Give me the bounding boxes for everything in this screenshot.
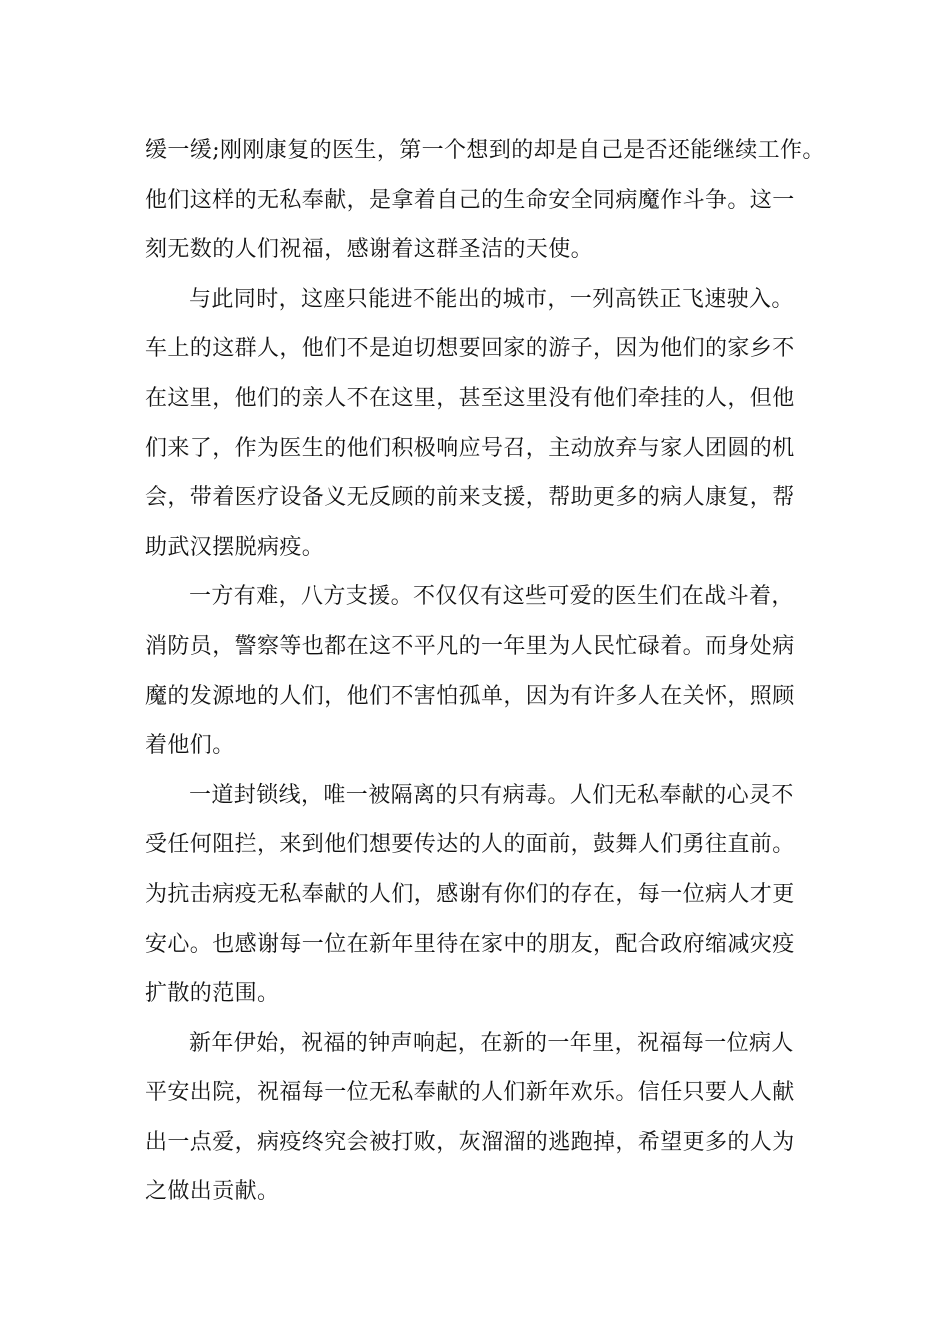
text-line: 着他们。	[145, 733, 235, 759]
text-line: 一方有难，八方支援。不仅仅有这些可爱的医生们在战斗着，	[189, 584, 794, 610]
text-line: 消防员，警察等也都在这不平凡的一年里为人民忙碌着。而身处病	[145, 633, 795, 659]
text-line: 受任何阻拦，来到他们想要传达的人的面前，鼓舞人们勇往直前。	[145, 832, 795, 858]
document-body	[145, 126, 825, 1217]
text-line: 在这里，他们的亲人不在这里，甚至这里没有他们牵挂的人，但他	[145, 385, 795, 411]
text-line: 魔的发源地的人们，他们不害怕孤单，因为有许多人在关怀，照顾	[145, 683, 795, 709]
text-line: 与此同时，这座只能进不能出的城市，一列高铁正飞速驶入。	[189, 286, 794, 312]
text-line: 安心。也感谢每一位在新年里待在家中的朋友，配合政府缩减灾疫	[145, 931, 795, 957]
paragraph-2	[145, 275, 815, 573]
text-line: 们来了，作为医生的他们积极响应号召，主动放弃与家人团圆的机	[145, 435, 795, 461]
text-line: 平安出院，祝福每一位无私奉献的人们新年欢乐。信任只要人人献	[145, 1080, 795, 1106]
text-line: 新年伊始，祝福的钟声响起，在新的一年里，祝福每一位病人	[189, 1030, 794, 1056]
paragraph-3	[145, 572, 815, 770]
text-line: 刻无数的人们祝福，感谢着这群圣洁的天使。	[145, 237, 594, 263]
text-line: 一道封锁线，唯一被隔离的只有病毒。人们无私奉献的心灵不	[189, 782, 794, 808]
text-line: 出一点爱，病疫终究会被打败，灰溜溜的逃跑掉，希望更多的人为	[145, 1129, 795, 1155]
text-line: 车上的这群人，他们不是迫切想要回家的游子，因为他们的家乡不	[145, 336, 795, 362]
paragraph-1	[145, 126, 825, 275]
text-line: 会，带着医疗设备义无反顾的前来支援，帮助更多的病人康复，帮	[145, 485, 795, 511]
text-line: 扩散的范围。	[145, 981, 280, 1007]
text-line: 助武汉摆脱病疫。	[145, 534, 325, 560]
text-line: 之做出贡献。	[145, 1179, 280, 1205]
text-line: 他们这样的无私奉献，是拿着自己的生命安全同病魔作斗争。这一	[145, 187, 795, 213]
paragraph-4	[145, 771, 815, 1019]
paragraph-5	[145, 1019, 815, 1217]
text-line: 为抗击病疫无私奉献的人们，感谢有你们的存在，每一位病人才更	[145, 881, 795, 907]
text-line: 缓一缓;刚刚康复的医生，第一个想到的却是自己是否还能继续工作。	[145, 138, 825, 163]
